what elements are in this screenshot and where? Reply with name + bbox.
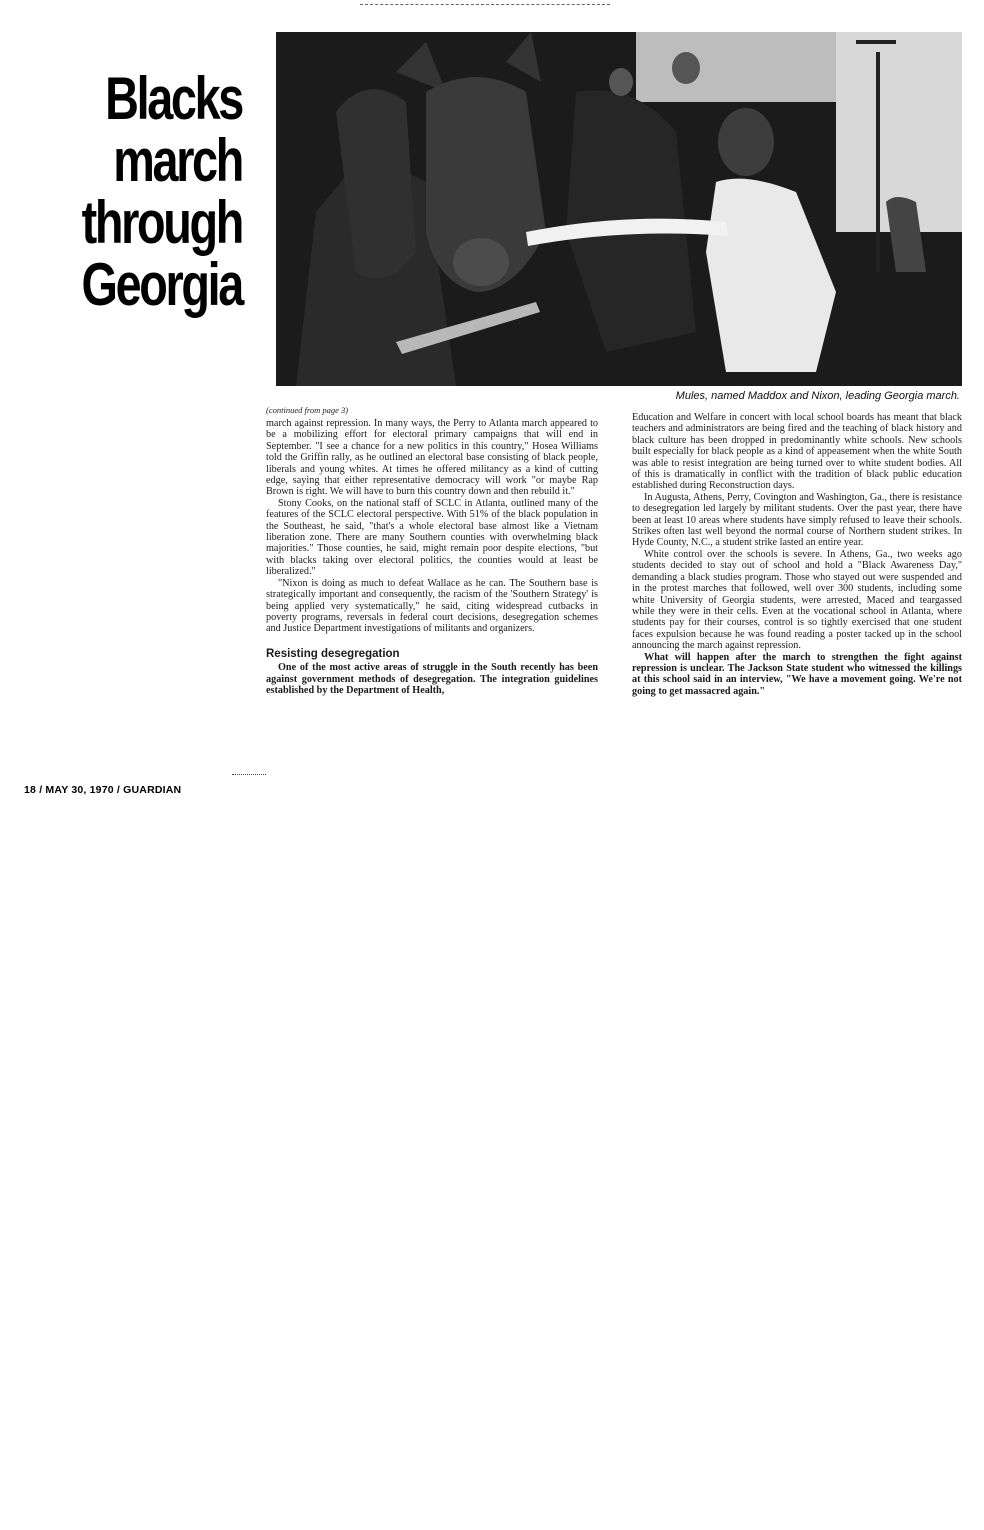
article-column-2 (632, 412, 962, 697)
paragraph: "Nixon is doing as much to defeat Wallace as he can. The Southern base is strategically important and consequently, the racism of the 'Southern Strategy' is being applied very systematically," he said, citing widespread cutbacks in poverty programs, reversals in federal court decisions, desegregation schemes and Justice Department investigations of militants and organizers. (266, 577, 598, 635)
march-photo (276, 32, 962, 386)
paragraph: In Augusta, Athens, Perry, Covington and Washington, Ga., there is resistance to desegregation led largely by militant students. Over the past year, there have been at least 10 areas where students have simply refused to leave their schools. Strikes often last well beyond the normal course of Northern student strikes. In Hyde County, N.C., a student strike lasted an entire year. (632, 491, 962, 549)
headline-line-3: Georgia (81, 251, 242, 319)
paragraph: Stony Cooks, on the national staff of SCLC in Atlanta, outlined many of the features of the SCLC electoral perspective. With 51% of the black population in the Southeast, he said, "that's a whole electoral base almost like a Vietnam liberation zone. There are many Southern counties with overwhelming black majorities." Those counties, he said, might remain poor despite elections, "but with blacks taking over electoral politics, the counties would at least be liberalized." (266, 497, 598, 578)
top-rule (360, 4, 610, 5)
headline-line-1: Blacks march (105, 65, 242, 195)
photo-caption: Mules, named Maddox and Nixon, leading Georgia march. (675, 390, 960, 402)
headline (63, 65, 243, 319)
headline-line-2: through (81, 189, 243, 257)
paragraph: What will happen after the march to strengthen the fight against repression is unclear. The Jackson State student who witnessed the killings at this school said in an interview, "We have a movement going. We're not going to get massacred again." (632, 651, 962, 697)
dotted-leader (232, 774, 266, 775)
paragraph: White control over the schools is severe. In Athens, Ga., two weeks ago students decided to stay out of school and hold a "Black Awareness Day," demanding a black studies program. Those who stayed out were suspended and in the protest marches that followed, well over 300 students, including some white University of Georgia students, were arrested, Maced and teargassed while they were in their cells. Even at the vocational school in Atlanta, where students pay for their courses, control is so tightly exercised that one student faces expulsion because he was found reading a poster tacked up in the school announcing the march against repression. (632, 548, 962, 652)
page-folio: 18 / MAY 30, 1970 / GUARDIAN (24, 784, 182, 796)
continued-note: (continued from page 3) (266, 405, 349, 415)
subhead: Resisting desegregation (266, 647, 400, 660)
march-photo-illustration (276, 32, 962, 386)
paragraph: One of the most active areas of struggle in the South recently has been against government methods of desegregation. The integration guidelines established by the Department of Health, (266, 662, 598, 696)
paragraph: Education and Welfare in concert with local school boards has meant that black teachers and administrators are being fired and the teaching of black history and black culture has been dropped in predominantly white schools. New schools built especially for black people as a kind of appeasement when the white South was able to resist integration are being turned over to white student bodies. All of this is dramatically in conflict with the tradition of black public education established during Reconstruction days. (632, 412, 962, 492)
paragraph: march against repression. In many ways, the Perry to Atlanta march appeared to be a mobilizing effort for electoral primary campaigns that will end in September. "I see a chance for a new politics in this country," Hosea Williams told the Griffin rally, as he outlined an electoral base consisting of black people, liberals and young whites. At times he offered militancy as a kind of cutting edge, saying that either representative democracy will work "or maybe Rap Brown is right. We will have to burn this country down and then rebuild it." (266, 418, 598, 498)
article-column-1 (266, 418, 598, 696)
